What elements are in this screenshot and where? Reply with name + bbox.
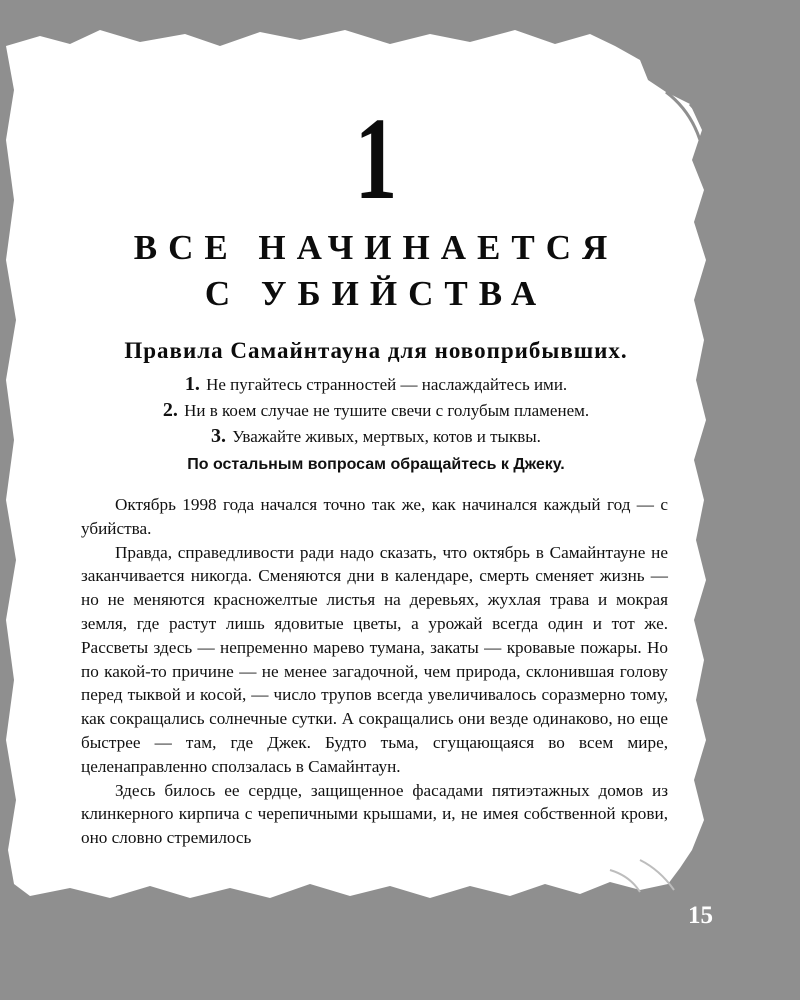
chapter-title-line-2: С УБИЙСТВА <box>204 274 548 313</box>
paragraph: Правда, справедливости ради надо сказать, что октябрь в Самайнтауне не заканчивается никогда. Сменяются дни в календаре, смерть сменяет жизнь — но не меняются красножелтые листья на деревьях, жухлая трава и мокрая земля, где растут лишь ядовитые цветы, а урожай всегда один и тот же. Рассветы здесь — непременно марево тумана, закаты — кровавые пожары. Но по какой-то причине — не менее загадочной, чем природа, склонившая голову перед тыквой и косой, — число трупов всегда увеличивалось соразмерно тому, как сокращались солнечные сутки. А сокращались они везде одинаково, но еще быстрее — там, где Джек. Будто тьма, сгущающаяся во всем мире, целенаправленно сползалась в Самайнтаун. <box>81 542 668 776</box>
chapter-number: 1 <box>354 93 398 224</box>
page-number: 15 <box>688 902 713 929</box>
body-text <box>81 493 668 850</box>
rule-number: 1. <box>184 373 200 395</box>
rule-number: 3. <box>211 425 227 447</box>
rule-item <box>0 425 752 448</box>
rule-item <box>0 399 752 422</box>
paragraph: Здесь билось ее сердце, защищенное фасадами пятиэтажных домов из клинкерного кирпича с черепичными крышами, и, не имея собственной крови, оно словно стремилось <box>81 780 668 848</box>
rule-text: Ни в коем случае не тушите свечи с голубым пламенем. <box>184 401 590 420</box>
rules-note: По остальным вопросам обращайтесь к Джеку. <box>187 456 565 473</box>
rule-number: 2. <box>162 399 178 421</box>
rules-heading: Правила Самайнтауна для новоприбывших. <box>124 338 628 363</box>
rule-item <box>0 373 752 396</box>
paragraph: Октябрь 1998 года начался точно так же, как начинался каждый год — с убийства. <box>81 495 668 538</box>
rule-text: Уважайте живых, мертвых, котов и тыквы. <box>232 427 541 446</box>
rule-text: Не пугайтесь странностей — наслаждайтесь ими. <box>206 375 568 394</box>
chapter-title-line-1: ВСЕ НАЧИНАЕТСЯ <box>133 228 619 267</box>
